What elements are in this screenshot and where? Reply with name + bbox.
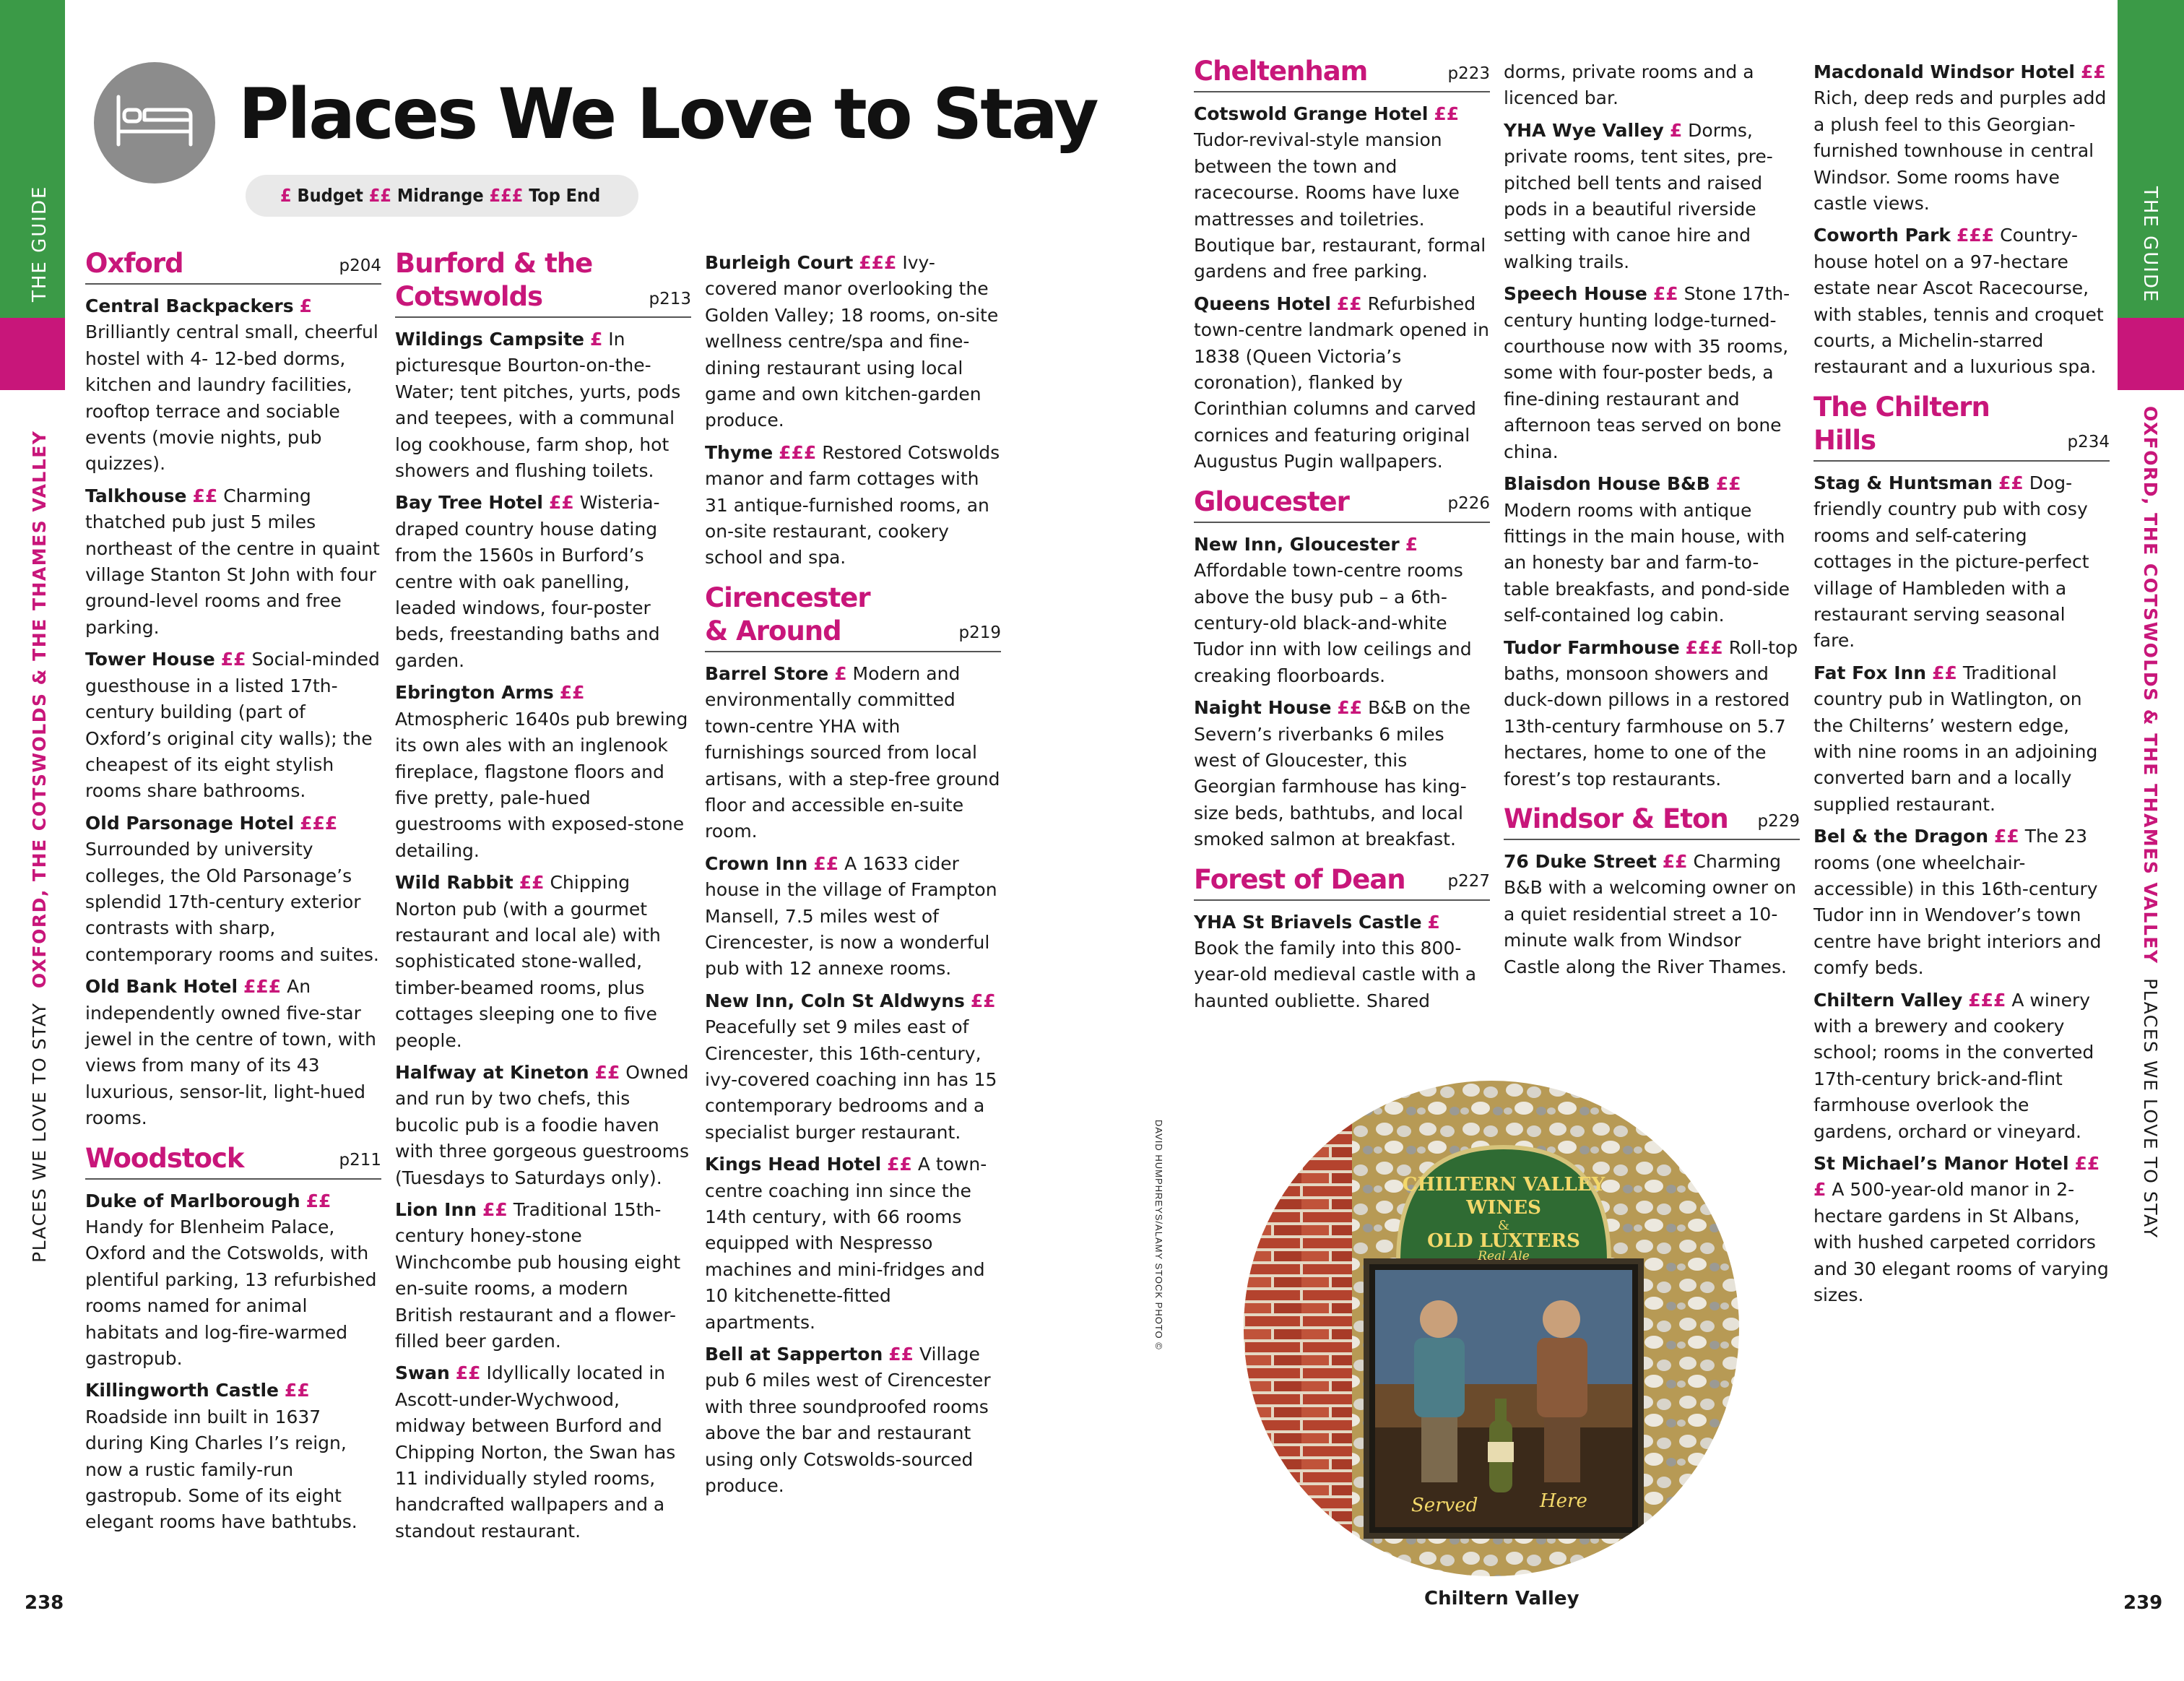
section-page-ref: p219 — [958, 623, 1001, 643]
entry-price: £££ — [243, 976, 282, 998]
running-head-right — [2140, 406, 2161, 1238]
entry-description: Book the family into this 800-year-old medieval castle with a haunted oubliette. Shared — [1194, 937, 1477, 1011]
entry-price: ££ — [888, 1344, 914, 1365]
entry-price: £££ — [1685, 636, 1723, 658]
photo-caption: Chiltern Valley — [1424, 1588, 1580, 1609]
entry-description: Restored Cotswolds manor and farm cottages with 31 antique-furnished rooms, an on-site restaurant, cookery school and spa. — [705, 441, 1000, 569]
entry-description: Brilliantly central small, cheerful hostel with 4- 12-bed dorms, kitchen and laundry facilities, rooftop terrace and sociable events (movie nights, pub quizzes). — [85, 321, 378, 475]
entry-name: Crown Inn — [705, 852, 808, 874]
entry-price: £££ — [859, 252, 897, 273]
sign-here: Here — [1540, 1490, 1587, 1512]
entry-name: Talkhouse — [85, 485, 187, 506]
running-head-section: PLACES WE LOVE TO STAY — [29, 1002, 50, 1263]
entry-description: Handy for Blenheim Palace, Oxford and the Cotswolds, with plentiful parking, 13 refurbished rooms named for animal habitats and log-fire-warmed gastropub. — [85, 1217, 377, 1370]
listing-entry — [85, 647, 381, 804]
section-burford-continued — [705, 250, 1001, 571]
section-page-ref: p204 — [339, 256, 381, 275]
entry-description: Charming thatched pub just 5 miles northeast of the centre in quaint village Stanton St John with four ground-level rooms and free parking. — [85, 485, 380, 638]
sign-chiltern-valley: CHILTERN VALLEY — [1402, 1174, 1606, 1196]
entry-name: Bell at Sapperton — [705, 1344, 883, 1365]
entry-description: Refurbished town-centre landmark opened in 1838 (Queen Victoria’s coronation), flanked by Corinthian columns and carved cornices and featuring original Augustus Pugin wallpapers. — [1194, 293, 1489, 472]
entry-name: Cotswold Grange Hotel — [1194, 103, 1429, 124]
entry-name: Swan — [395, 1362, 450, 1384]
section-cirencester — [705, 582, 1001, 1500]
entry-price: £ — [589, 329, 603, 350]
chapter-tab-left — [0, 318, 65, 390]
entry-price: ££ — [284, 1380, 310, 1401]
entry-name: YHA St Briavels Castle — [1194, 911, 1422, 933]
entry-price: ££ — [482, 1199, 508, 1220]
continued-text — [1504, 59, 1800, 112]
entry-price: £ — [299, 295, 312, 316]
entry-price: ££ — [1998, 472, 2024, 493]
listing-entry — [1814, 59, 2110, 217]
listing-entry — [705, 250, 1001, 434]
entry-description: Roll-top baths, monsoon showers and duck-down pillows in a restored 13th-century farmhouse on 5.7 hectares, home to one of the forest’s top restaurants. — [1504, 636, 1798, 790]
entry-description: A town-centre coaching inn since the 14th century, with 66 rooms equipped with Nespresso machines and mini-fridges and 10 kitchenette-fitted apartments. — [705, 1154, 987, 1333]
sign-old-luxters: OLD LUXTERS — [1427, 1230, 1580, 1252]
listing-entry — [395, 1197, 691, 1354]
legend-mid-label: Midrange — [396, 185, 484, 206]
entry-description: In picturesque Bourton-on-the-Water; tent pitches, yurts, pods and teepees, with a communal log cookhouse, farm shop, hot showers and flushing toilets. — [395, 329, 681, 482]
section-title: Woodstock — [85, 1142, 244, 1174]
section-heading — [1504, 803, 1800, 840]
running-head-left — [29, 431, 50, 1263]
listing-entry — [705, 440, 1001, 571]
column-1 — [85, 247, 381, 1542]
entry-price: ££ — [1662, 850, 1688, 872]
entry-price: ££ — [1993, 826, 2019, 847]
legend-budget-label: Budget — [297, 185, 363, 206]
entry-price: ££ — [220, 649, 246, 670]
column-2 — [395, 247, 691, 1550]
legend-top-symbol: £££ — [489, 185, 524, 206]
listing-entry — [1814, 222, 2110, 380]
section-heading — [705, 582, 1001, 652]
section-page-ref: p223 — [1447, 64, 1490, 83]
section-cheltenham — [1194, 55, 1490, 475]
listing-entry — [85, 811, 381, 968]
entry-description: A 500-year-old manor in 2-hectare gardens in St Albans, with hushed carpeted corridors and 30 elegant rooms of varying sizes. — [1814, 1179, 2109, 1306]
entry-description: Chipping Norton pub (with a gourmet restaurant and local ale) with sophisticated stone-walled, timber-beamed rooms, plus cottages sleeping one to five people. — [395, 872, 661, 1051]
listing-entry — [1814, 470, 2110, 654]
entry-name: Wild Rabbit — [395, 872, 514, 894]
entry-price: ££ — [813, 852, 839, 874]
section-page-ref: p211 — [339, 1151, 381, 1170]
entry-name: Duke of Marlborough — [85, 1190, 300, 1211]
entry-name: Central Backpackers — [85, 295, 294, 316]
page-number-left: 238 — [25, 1592, 64, 1614]
bed-icon — [94, 62, 215, 183]
entry-description: Roadside inn built in 1637 during King Charles I’s reign, now a rustic family-run gastropub. Some of its eight elegant rooms have bathtubs. — [85, 1406, 358, 1533]
entry-description: Modern and environmentally committed town-centre YHA with furnishings sourced from local artisans, with a step-free ground floor and accessible en-suite room. — [705, 662, 1000, 842]
entry-name: New Inn, Gloucester — [1194, 533, 1400, 555]
entry-price: £ — [1405, 533, 1418, 555]
entry-name: Old Parsonage Hotel — [85, 812, 295, 834]
entry-name: Stag & Huntsman — [1814, 472, 1993, 493]
entry-description: Traditional 15th-century honey-stone Winchcombe pub housing eight en-suite rooms, a modern British restaurant and a flower-filled beer garden. — [395, 1199, 681, 1352]
entry-name: New Inn, Coln St Aldwyns — [705, 990, 965, 1011]
entry-description: Modern rooms with antique fittings in the main house, with an honesty bar and farm-to-table breakfasts, and pond-side self-contained log cabin. — [1504, 499, 1790, 626]
entry-description: B&B on the Severn’s riverbanks 6 miles west of Gloucester, this Georgian farmhouse has king-size beds, bathtubs, and local smoked salmon at breakfast. — [1194, 697, 1471, 850]
entry-name: Thyme — [705, 441, 774, 463]
section-title: Windsor & Eton — [1504, 803, 1728, 834]
entry-description: Rich, deep reds and purples add a plush feel to this Georgian-furnished townhouse in central Windsor. Some rooms have castle views. — [1814, 87, 2107, 215]
entry-name: Ebrington Arms — [395, 682, 554, 704]
section-heading — [395, 247, 691, 318]
entry-description: A 1633 cider house in the village of Frampton Mansell, 7.5 miles west of Cirencester, is now a wonderful pub with 12 annexe rooms. — [705, 852, 997, 980]
section-windsor-eton — [1504, 803, 1800, 980]
section-title: Oxford — [85, 248, 183, 279]
entry-description: The 23 rooms (one wheelchair-accessible) in this 16th-century Tudor inn in Wendover’s town centre have bright interiors and comfy beds. — [1814, 826, 2102, 979]
entry-name: Killingworth Castle — [85, 1380, 279, 1401]
entry-description: Social-minded guesthouse in a listed 17th-century building (part of Oxford’s original city walls); the cheapest of its eight stylish rooms share bathrooms. — [85, 649, 380, 802]
listing-entry — [1504, 635, 1800, 792]
listing-entry — [1814, 1151, 2110, 1308]
entry-price: ££ — [192, 485, 218, 506]
running-head-chapter: OXFORD, THE COTSWOLDS & THE THAMES VALLEY — [29, 430, 50, 989]
listing-entry — [1814, 988, 2110, 1145]
listing-entry — [1194, 291, 1490, 475]
entry-name: Fat Fox Inn — [1814, 662, 1927, 683]
entry-price: ££ — [1932, 662, 1957, 683]
entry-name: Burleigh Court — [705, 252, 854, 273]
entry-description: Ivy-covered manor overlooking the Golden Valley; 18 rooms, on-site wellness centre/spa and fine-dining restaurant using local game and own kitchen-garden produce. — [705, 252, 999, 431]
listing-entry — [1194, 101, 1490, 285]
sign-served: Served — [1411, 1495, 1478, 1516]
column-3 — [705, 250, 1001, 1505]
listing-entry — [705, 851, 1001, 982]
pub-sign-photo — [1244, 1081, 1739, 1576]
entry-price: ££ — [1434, 103, 1460, 124]
entry-price: ££ — [519, 872, 545, 894]
legend-top-label: Top End — [529, 185, 601, 206]
column-5 — [1504, 59, 1800, 986]
listing-entry — [85, 1188, 381, 1373]
entry-name: Chiltern Valley — [1814, 989, 1963, 1011]
entry-name: 76 Duke Street — [1504, 850, 1657, 872]
entry-description: Idyllically located in Ascott-under-Wychwood, midway between Burford and Chipping Norton, the Swan has 11 individually styled rooms, handcrafted wallpapers and a standout restaurant. — [395, 1362, 676, 1542]
section-heading — [85, 1142, 381, 1180]
listing-entry — [85, 1378, 381, 1535]
section-heading — [1194, 55, 1490, 92]
entry-description: Village pub 6 miles west of Cirencester with three soundproofed rooms above the bar and restaurant using only Cotswolds-sourced produce. — [705, 1344, 991, 1497]
listing-entry — [395, 327, 691, 484]
entry-name: Barrel Store — [705, 662, 829, 684]
section-forest-of-dean — [1194, 863, 1490, 1015]
entry-name: Wildings Campsite — [395, 329, 584, 350]
section-page-ref: p227 — [1447, 872, 1490, 891]
entry-description: Surrounded by university colleges, the Old Parsonage’s splendid 17th-century exterior contrasts with sharp, contemporary rooms and suites. — [85, 839, 379, 965]
column-4 — [1194, 55, 1490, 1020]
listing-entry — [85, 974, 381, 1131]
section-heading — [85, 247, 381, 285]
listing-entry — [395, 490, 691, 674]
sign-ampersand: & — [1497, 1218, 1510, 1233]
entry-description: Tudor-revival-style mansion between the town and racecourse. Rooms have luxe mattresses and toiletries. Boutique bar, restaurant, formal gardens and free parking. — [1194, 129, 1486, 282]
section-title: Gloucester — [1194, 485, 1349, 517]
listing-entry — [705, 1151, 1001, 1336]
section-page-ref: p226 — [1447, 494, 1490, 514]
section-page-ref: p234 — [2067, 433, 2110, 452]
section-gloucester — [1194, 485, 1490, 853]
entry-name: Old Bank Hotel — [85, 976, 238, 998]
entry-name: Blaisdon House B&B — [1504, 473, 1710, 495]
legend-mid-symbol: ££ — [368, 185, 391, 206]
listing-entry — [1194, 695, 1490, 852]
entry-price: £ — [1669, 119, 1683, 141]
section-page-ref: p229 — [1757, 811, 1800, 831]
entry-price: ££ — [1715, 473, 1741, 495]
entry-price: £££ — [1968, 989, 2006, 1011]
section-heading — [1814, 391, 2110, 462]
guide-tab-label-left: THE GUIDE — [29, 185, 51, 302]
entry-price: ££ — [548, 492, 574, 514]
entry-name: Halfway at Kineton — [395, 1061, 589, 1083]
entry-price: ££ — [1337, 697, 1363, 719]
entry-price: £ — [834, 662, 847, 684]
entry-name: Queens Hotel — [1194, 293, 1331, 314]
column-6 — [1814, 59, 2110, 1314]
entry-price: £££ — [779, 441, 817, 463]
section-title: Cheltenham — [1194, 56, 1368, 87]
entry-description: Affordable town-centre rooms above the busy pub – a 6th-century-old black-and-white Tudor inn with low ceilings and creaking floorboards. — [1194, 560, 1472, 686]
listing-entry — [705, 661, 1001, 845]
entry-price: ££ — [1652, 283, 1678, 305]
guide-tab-label-right: THE GUIDE — [2139, 186, 2161, 303]
sign-real-ale: Real Ale — [1478, 1249, 1530, 1263]
entry-price: £££ — [300, 812, 338, 834]
entry-description: A winery with a brewery and cookery school; rooms in the converted 17th-century brick-and-flint farmhouse overlook the gardens, orchard or vineyard. — [1814, 989, 2094, 1142]
listing-entry — [1504, 849, 1800, 980]
entry-name: Kings Head Hotel — [705, 1154, 882, 1175]
listing-entry — [1194, 909, 1490, 1015]
entry-price: ££ — [1336, 293, 1362, 314]
listing-entry — [705, 988, 1001, 1146]
section-title: Forest of Dean — [1194, 863, 1405, 895]
listing-entry — [705, 1341, 1001, 1499]
entry-price: ££ — [2080, 61, 2106, 82]
entry-price: ££ — [970, 990, 996, 1011]
listing-entry — [1194, 532, 1490, 689]
entry-price: £ — [1427, 911, 1440, 933]
listing-entry — [1814, 824, 2110, 981]
entry-description: dorms, private rooms and a licenced bar. — [1504, 61, 1754, 109]
legend-budget-symbol: £ — [280, 185, 292, 206]
entry-name: Speech House — [1504, 283, 1647, 305]
section-heading — [1194, 485, 1490, 523]
listing-entry — [395, 1360, 691, 1544]
entry-price: ££ — [455, 1362, 481, 1384]
section-burford — [395, 247, 691, 1544]
entry-description: Stone 17th-century hunting lodge-turned-courthouse now with 35 rooms, some with four-poster beds, a fine-dining restaurant and afternoon teas served on bone china. — [1504, 283, 1790, 462]
entry-description: An independently owned five-star jewel in the centre of town, with views from many of its 43 luxurious, sensor-lit, light-hued rooms. — [85, 976, 376, 1129]
entry-description: Country-house hotel on a 97-hectare estate near Ascot Racecourse, with stables, tennis and croquet courts, a Michelin-starred restaurant and a luxurious spa. — [1814, 225, 2104, 378]
entry-name: Tudor Farmhouse — [1504, 636, 1680, 658]
listing-entry — [1504, 281, 1800, 465]
entry-price: ££ — [306, 1190, 332, 1211]
entry-description: Wisteria-draped country house dating from the 1560s in Burford’s centre with oak panelling, leaded windows, four-poster beds, freestanding baths and garden. — [395, 492, 660, 671]
chapter-tab-right — [2118, 318, 2184, 390]
section-title: Burford & the Cotswolds — [395, 248, 593, 312]
section-heading — [1194, 863, 1490, 901]
listing-entry — [1814, 660, 2110, 818]
entry-description: Peacefully set 9 miles east of Cirencester, this 16th-century, ivy-covered coaching inn has 15 contemporary bedrooms and a specialist burger restaurant. — [705, 1016, 997, 1143]
listing-entry — [395, 680, 691, 864]
entry-price: ££ — [594, 1061, 620, 1083]
section-title: Cirencester & Around — [705, 582, 870, 647]
section-woodstock — [85, 1142, 381, 1536]
entry-description: Dorms, private rooms, tent sites, pre-pitched bell tents and raised pods in a beautiful riverside setting with canoe hire and walking trails. — [1504, 119, 1773, 272]
entry-price: £££ — [1814, 1153, 2100, 1201]
running-head-section: PLACES WE LOVE TO STAY — [2140, 978, 2161, 1239]
listing-entry — [1504, 118, 1800, 275]
entry-description: Atmospheric 1640s pub brewing its own ales with an inglenook fireplace, flagstone floors and five pretty, pale-hued guestrooms with exposed-stone detailing. — [395, 708, 688, 861]
listing-entry — [85, 293, 381, 477]
running-head-chapter: OXFORD, THE COTSWOLDS & THE THAMES VALLEY — [2140, 406, 2161, 964]
entry-price: £££ — [1956, 225, 1995, 246]
entry-name: Bay Tree Hotel — [395, 492, 543, 514]
section-oxford — [85, 247, 381, 1132]
entry-name: Tower House — [85, 649, 215, 670]
entry-price: ££ — [887, 1154, 912, 1175]
photo-credit: DAVID HUMPHREYS/ALAMY STOCK PHOTO © — [1153, 1120, 1164, 1350]
entry-name: Bel & the Dragon — [1814, 826, 1989, 847]
entry-name: Macdonald Windsor Hotel — [1814, 61, 2075, 82]
entry-description: Traditional country pub in Watlington, on the Chilterns’ western edge, with nine rooms in an adjoining converted barn and a locally supplied restaurant. — [1814, 662, 2098, 815]
listing-entry — [1504, 471, 1800, 628]
entry-name: St Michael’s Manor Hotel — [1814, 1153, 2069, 1175]
section-chiltern-hills — [1814, 391, 2110, 1309]
section-title: The Chiltern Hills — [1814, 391, 1990, 456]
entry-name: Coworth Park — [1814, 225, 1951, 246]
entry-name: Lion Inn — [395, 1199, 477, 1220]
entry-description: Charming B&B with a welcoming owner on a quiet residential street a 10-minute walk from Windsor Castle along the River Thames. — [1504, 850, 1797, 977]
listing-entry — [395, 1060, 691, 1191]
entry-description: Owned and run by two chefs, this bucolic pub is a foodie haven with three gorgeous guestrooms (Tuesdays to Saturdays only). — [395, 1061, 690, 1188]
page-title: Places We Love to Stay — [238, 74, 1097, 155]
sign-wines: WINES — [1466, 1197, 1541, 1219]
entry-name: Naight House — [1194, 697, 1332, 719]
page-number-right: 239 — [2123, 1592, 2163, 1614]
entry-price: ££ — [559, 682, 585, 704]
entry-description: Dog-friendly country pub with cosy rooms and self-catering cottages in the picture-perfect village of Hambleden with a restaurant serving seasonal fare. — [1814, 472, 2089, 652]
section-page-ref: p213 — [649, 289, 691, 308]
price-legend — [246, 175, 638, 217]
listing-entry — [85, 483, 381, 641]
entry-name: YHA Wye Valley — [1504, 119, 1664, 141]
listing-entry — [395, 870, 691, 1054]
